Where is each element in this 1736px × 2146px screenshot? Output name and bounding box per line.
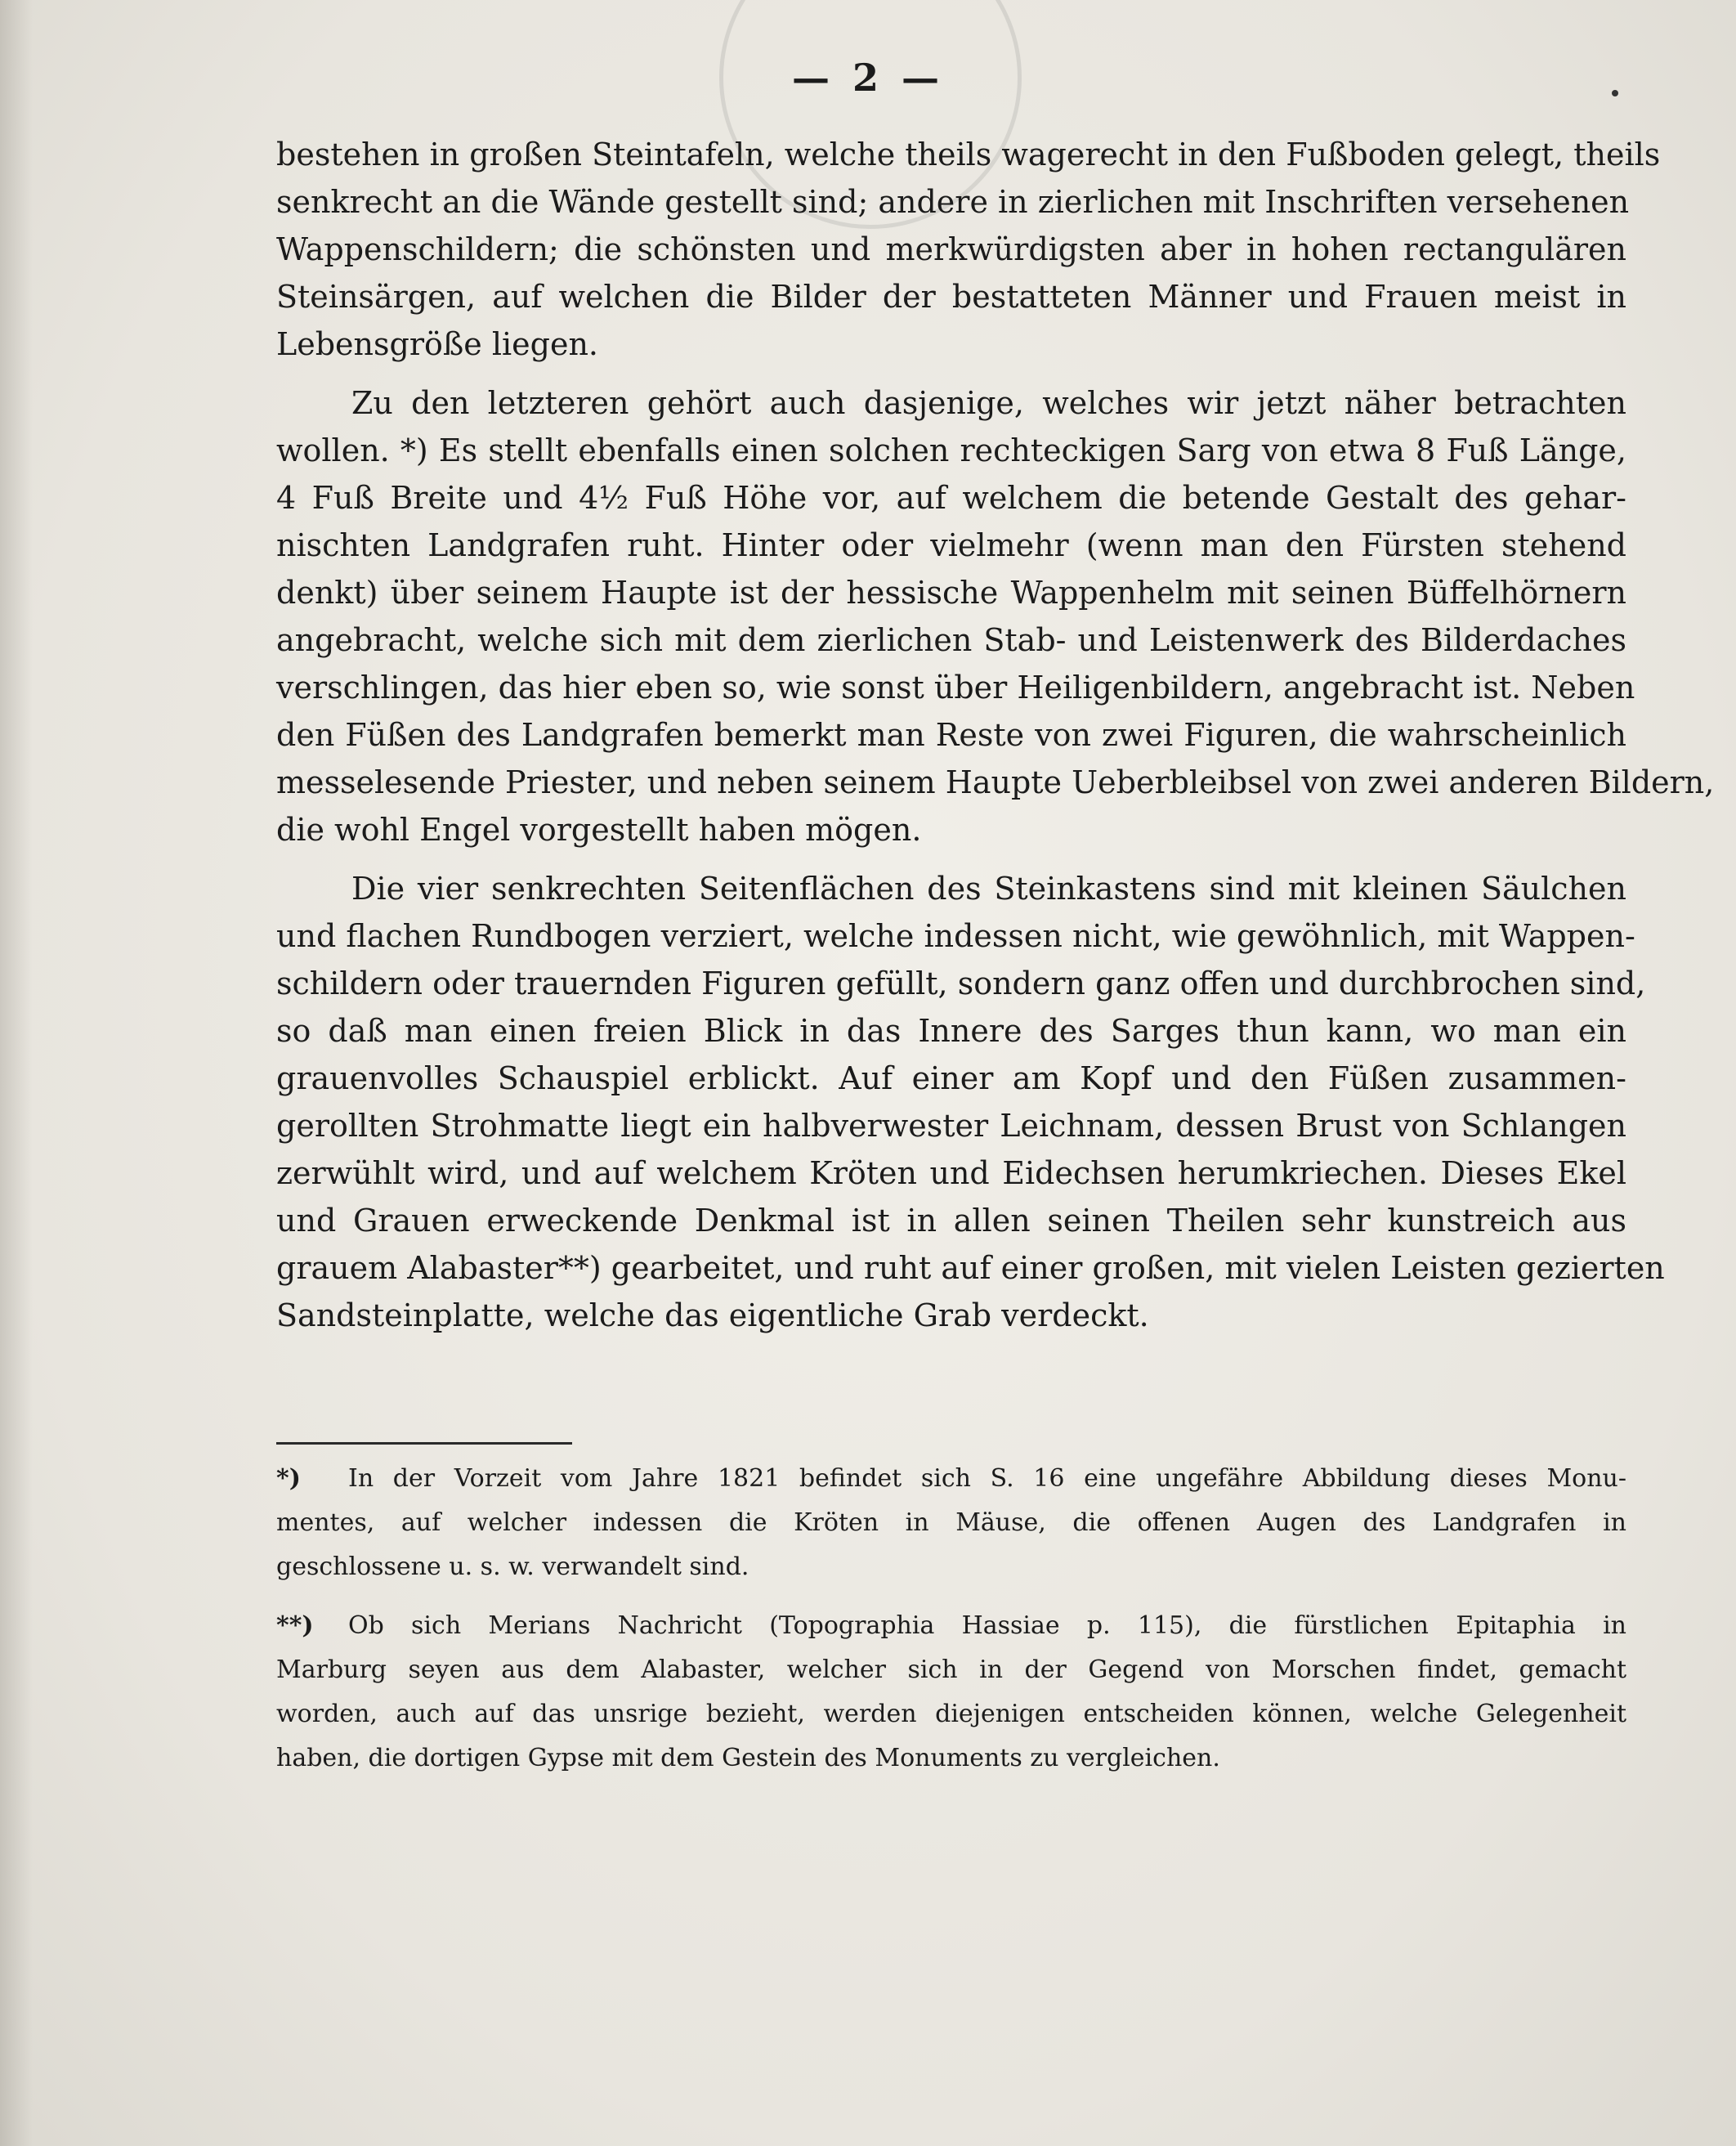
text-line: so daß man einen freien Blick in das Innere des Sarges thun kann, wo man ein <box>276 1013 1626 1049</box>
binding-shadow <box>0 0 33 2146</box>
text-line: denkt) über seinem Haupte ist der hessische Wappenhelm mit seinen Büffelhörnern <box>276 575 1626 611</box>
footnote-line: geschlossene u. s. w. verwandelt sind. <box>276 1552 749 1581</box>
text-line: Steinsärgen, auf welchen die Bilder der bestatteten Männer und Frauen meist in <box>276 279 1626 315</box>
text-line: 4 Fuß Breite und 4½ Fuß Höhe vor, auf welchem die betende Gestalt des gehar- <box>276 480 1626 516</box>
text-line: senkrecht an die Wände gestellt sind; andere in zierlichen mit Inschriften versehenen <box>276 184 1630 220</box>
footnote-line: Ob sich Merians Nachricht (Topographia Hassiae p. 115), die fürstlichen Epitaphia in <box>348 1611 1626 1640</box>
text-line: und Grauen erweckende Denkmal ist in allen seinen Theilen sehr kunstreich aus <box>276 1203 1626 1239</box>
main-text <box>276 131 1715 1339</box>
text-line: Wappenschildern; die schönsten und merkwürdigsten aber in hohen rectangulären <box>276 231 1626 267</box>
footnote <box>276 1604 1626 1781</box>
footnote-mark: **) <box>276 1611 314 1640</box>
text-line: wollen. *) Es stellt ebenfalls einen solchen rechteckigen Sarg von etwa 8 Fuß Länge, <box>276 432 1626 468</box>
footnote-mark: *) <box>276 1464 301 1493</box>
footnote <box>276 1457 1626 1589</box>
text-line: Die vier senkrechten Seitenflächen des Steinkastens sind mit kleinen Säulchen <box>351 871 1626 907</box>
text-line: Lebensgröße liegen. <box>276 326 598 362</box>
text-line: Zu den letzteren gehört auch dasjenige, welches wir jetzt näher betrachten <box>351 385 1626 421</box>
footnote-line: haben, die dortigen Gypse mit dem Gestein des Monuments zu vergleichen. <box>276 1744 1220 1772</box>
footnote-line: In der Vorzeit vom Jahre 1821 befindet sich S. 16 eine ungefähre Abbildung dieses Monu- <box>348 1464 1626 1493</box>
text-line: bestehen in großen Steintafeln, welche theils wagerecht in den Fußboden gelegt, theils <box>276 137 1661 172</box>
footnote-line: worden, auch auf das unsrige bezieht, werden diejenigen entscheiden können, welche Gelegenheit <box>276 1700 1626 1728</box>
text-line: gerollten Strohmatte liegt ein halbverwester Leichnam, dessen Brust von Schlangen <box>276 1108 1626 1144</box>
text-line: und flachen Rundbogen verziert, welche indessen nicht, wie gewöhnlich, mit Wappen- <box>276 918 1635 954</box>
text-line: zerwühlt wird, und auf welchem Kröten und Eidechsen herumkriechen. Dieses Ekel <box>276 1155 1626 1191</box>
text-line: angebracht, welche sich mit dem zierlichen Stab- und Leistenwerk des Bilderdaches <box>276 622 1626 658</box>
page-number: — 2 — <box>791 56 945 100</box>
text-line: schildern oder trauernden Figuren gefüllt, sondern ganz offen und durchbrochen sind, <box>276 965 1646 1001</box>
text-line: Sandsteinplatte, welche das eigentliche Grab verdeckt. <box>276 1297 1149 1333</box>
footnote-line: Marburg seyen aus dem Alabaster, welcher sich in der Gegend von Morschen findet, gemacht <box>276 1655 1626 1684</box>
footnote-rule <box>276 1442 572 1445</box>
ink-dot <box>1612 90 1618 96</box>
footnote-line: mentes, auf welcher indessen die Kröten in Mäuse, die offenen Augen des Landgrafen in <box>276 1508 1626 1537</box>
text-line: grauenvolles Schauspiel erblickt. Auf einer am Kopf und den Füßen zusammen- <box>276 1060 1626 1096</box>
text-line: messelesende Priester, und neben seinem Haupte Ueberbleibsel von zwei anderen Bildern, <box>276 764 1715 800</box>
footnotes <box>276 1457 1626 1795</box>
text-line: nischten Landgrafen ruht. Hinter oder vielmehr (wenn man den Fürsten stehend <box>276 527 1626 563</box>
text-line: verschlingen, das hier eben so, wie sonst über Heiligenbildern, angebracht ist. Neben <box>276 670 1635 706</box>
text-line: die wohl Engel vorgestellt haben mögen. <box>276 812 922 848</box>
text-line: grauem Alabaster**) gearbeitet, und ruht auf einer großen, mit vielen Leisten gezierten <box>276 1250 1665 1286</box>
text-line: den Füßen des Landgrafen bemerkt man Reste von zwei Figuren, die wahrscheinlich <box>276 717 1626 753</box>
